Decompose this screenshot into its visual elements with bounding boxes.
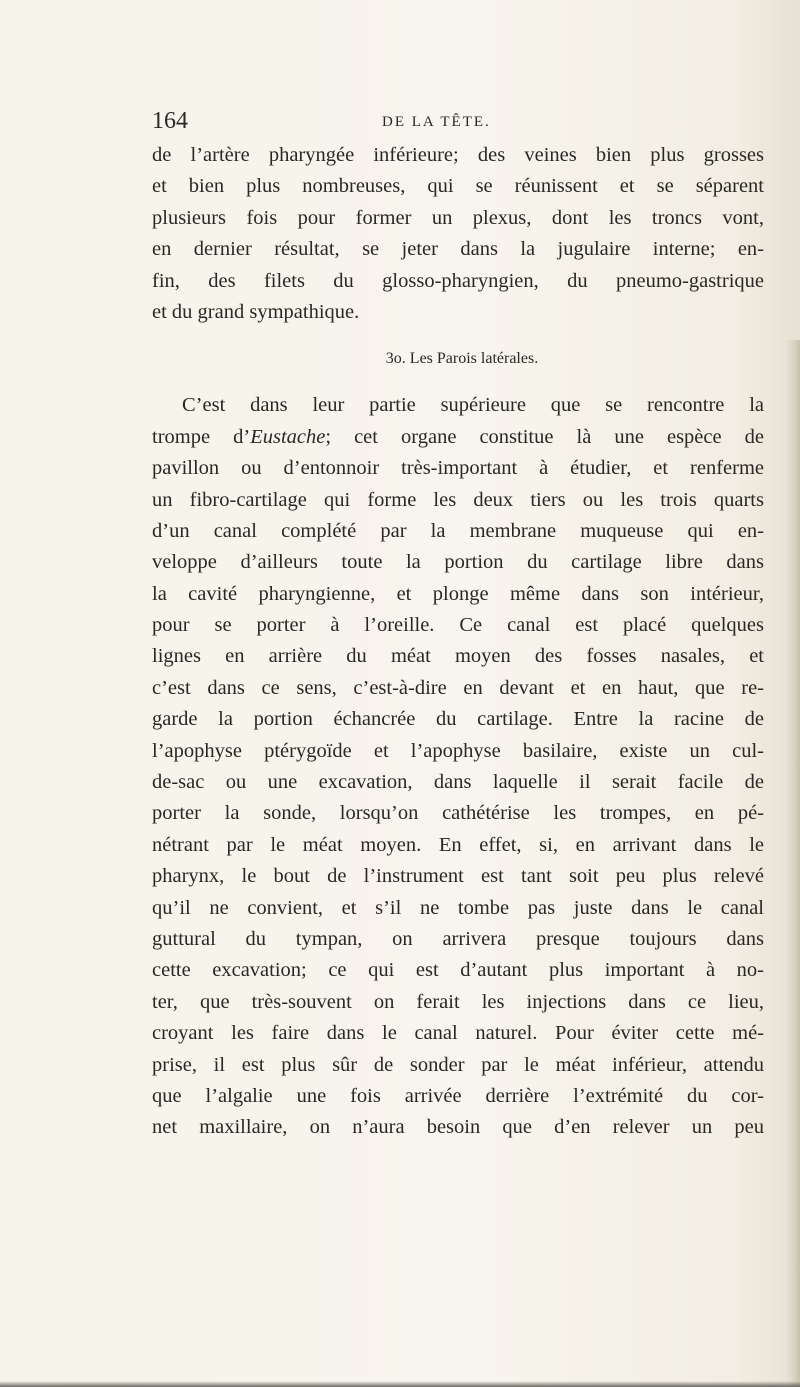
text-line: nétrant par le méat moyen. En effet, si, en arrivant dans le	[152, 833, 764, 856]
text-line: guttural du tympan, on arrivera presque toujours dans	[152, 927, 764, 950]
text-line: pavillon ou d’entonnoir très-important à étudier, et renferme	[152, 457, 764, 480]
text-line: ter, que très-souvent on ferait les injections dans ce lieu,	[152, 990, 764, 1013]
text-line: pour se porter à l’oreille. Ce canal est placé quelques	[152, 614, 764, 637]
text-line: pharynx, le bout de l’instrument est tant soit peu plus relevé	[152, 865, 764, 888]
running-head	[152, 108, 762, 140]
page-bottom-edge	[0, 1381, 800, 1387]
text-line: et du grand sympathique.	[152, 300, 360, 323]
text-line: fin, des filets du glosso-pharyngien, du pneumo-gastrique	[152, 269, 764, 292]
page-edge-shadow	[786, 340, 800, 1387]
text-fragment: trompe d’	[152, 425, 251, 448]
text-line: un fibro-cartilage qui forme les deux tiers ou les trois quarts	[152, 488, 764, 511]
text-line: de-sac ou une excavation, dans laquelle il serait facile de	[152, 771, 764, 794]
text-line: que l’algalie une fois arrivée derrière l’extrémité du cor-	[152, 1084, 764, 1107]
text-line: prise, il est plus sûr de sonder par le méat inférieur, attendu	[152, 1053, 764, 1076]
text-line: lignes en arrière du méat moyen des fosses nasales, et	[152, 645, 764, 668]
text-line: c’est dans ce sens, c’est-à-dire en devant et en haut, que re-	[152, 676, 764, 699]
text-line: garde la portion échancrée du cartilage. Entre la racine de	[152, 708, 764, 731]
section-heading: 3o. Les Parois latérales.	[385, 350, 539, 368]
text-line: et bien plus nombreuses, qui se réunissent et se séparent	[152, 175, 764, 198]
text-line: en dernier résultat, se jeter dans la jugulaire interne; en-	[152, 238, 764, 261]
text-line: porter la sonde, lorsqu’on cathétérise les trompes, en pé-	[152, 802, 764, 825]
text-line: net maxillaire, on n’aura besoin que d’en relever un peu	[152, 1116, 764, 1139]
text-line: de l’artère pharyngée inférieure; des veines bien plus grosses	[152, 144, 764, 166]
body-text	[152, 140, 764, 1144]
text-line: la cavité pharyngienne, et plonge même dans son intérieur,	[152, 582, 764, 605]
text-line-with-italic	[152, 422, 764, 453]
text-line: l’apophyse ptérygoïde et l’apophyse basilaire, existe un cul-	[152, 739, 764, 762]
text-line: plusieurs fois pour former un plexus, dont les troncs vont,	[152, 206, 764, 229]
text-line: cette excavation; ce qui est d’autant plus important à no-	[152, 959, 764, 982]
italic-name: Eustache	[250, 425, 326, 448]
text-line: d’un canal complété par la membrane muqueuse qui en-	[152, 519, 764, 542]
running-title: DE LA TÊTE.	[382, 114, 491, 130]
text-fragment: ; cet organe constitue là une espèce de	[325, 425, 764, 448]
text-line: C’est dans leur partie supérieure que se rencontre la	[182, 394, 764, 417]
text-line: veloppe d’ailleurs toute la portion du cartilage libre dans	[152, 551, 764, 574]
page-number: 164	[152, 108, 188, 134]
text-line: qu’il ne convient, et s’il ne tombe pas juste dans le canal	[152, 896, 764, 919]
text-line: croyant les faire dans le canal naturel. Pour éviter cette mé-	[152, 1022, 764, 1045]
